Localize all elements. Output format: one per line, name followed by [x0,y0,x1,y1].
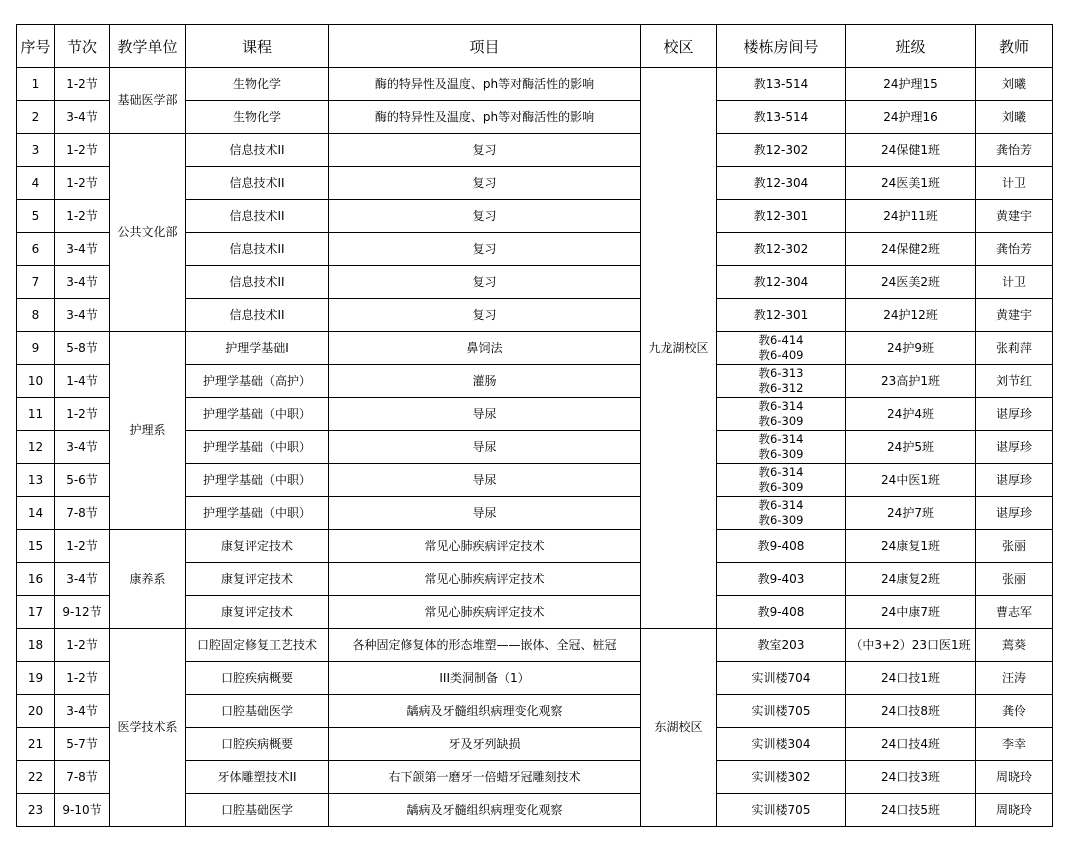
room-cell: 实训楼304 [717,728,846,761]
teacher-cell: 龚伶 [976,695,1053,728]
project-cell: 复习 [329,266,641,299]
period-cell: 3-4节 [55,299,110,332]
table-row [17,530,1053,563]
room-cell: 教12-304 [717,266,846,299]
row-number: 4 [17,167,55,200]
room-cell: 实训楼705 [717,695,846,728]
room-cell: 实训楼705 [717,794,846,827]
period-cell: 1-2节 [55,134,110,167]
row-number: 20 [17,695,55,728]
header-row [17,25,1053,68]
teacher-cell: 汪涛 [976,662,1053,695]
class-cell: 24中医1班 [846,464,976,497]
teacher-cell: 黄建宇 [976,299,1053,332]
class-cell: 24护4班 [846,398,976,431]
course-cell: 口腔疾病概要 [186,662,329,695]
teacher-cell: 张丽 [976,563,1053,596]
class-cell: 24护理16 [846,101,976,134]
period-cell: 1-4节 [55,365,110,398]
class-cell: 24口技4班 [846,728,976,761]
course-cell: 口腔疾病概要 [186,728,329,761]
class-cell: 24口技3班 [846,761,976,794]
table-row [17,134,1053,167]
row-number: 6 [17,233,55,266]
header-cell: 教学单位 [110,25,186,68]
course-cell: 康复评定技术 [186,596,329,629]
table-row [17,68,1053,101]
class-cell: 24康复1班 [846,530,976,563]
row-number: 11 [17,398,55,431]
period-cell: 1-2节 [55,398,110,431]
row-number: 21 [17,728,55,761]
course-cell: 信息技术II [186,200,329,233]
row-number: 23 [17,794,55,827]
teacher-cell: 张丽 [976,530,1053,563]
teacher-cell: 李幸 [976,728,1053,761]
project-cell: 常见心肺疾病评定技术 [329,596,641,629]
period-cell: 1-2节 [55,68,110,101]
row-number: 12 [17,431,55,464]
row-number: 13 [17,464,55,497]
row-number: 9 [17,332,55,365]
teacher-cell: 龚怡芳 [976,233,1053,266]
teacher-cell: 谌厚珍 [976,431,1053,464]
project-cell: 导尿 [329,431,641,464]
period-cell: 1-2节 [55,629,110,662]
class-cell: 24康复2班 [846,563,976,596]
period-cell: 1-2节 [55,662,110,695]
period-cell: 3-4节 [55,266,110,299]
room-number: 教6-312 [758,381,804,395]
row-number: 18 [17,629,55,662]
class-cell: （中3+2）23口医1班 [846,629,976,662]
header-cell: 序号 [17,25,55,68]
project-cell: 右下颌第一磨牙一倍蜡牙冠雕刻技术 [329,761,641,794]
class-cell: 24护11班 [846,200,976,233]
row-number: 16 [17,563,55,596]
period-cell: 1-2节 [55,530,110,563]
period-cell: 3-4节 [55,431,110,464]
unit-cell: 医学技术系 [110,629,186,827]
teacher-cell: 曹志军 [976,596,1053,629]
room-cell [717,497,846,530]
period-cell: 9-10节 [55,794,110,827]
project-cell: 鼻饲法 [329,332,641,365]
header-cell: 教师 [976,25,1053,68]
period-cell: 9-12节 [55,596,110,629]
course-cell: 口腔固定修复工艺技术 [186,629,329,662]
room-cell: 实训楼704 [717,662,846,695]
teacher-cell: 谌厚珍 [976,497,1053,530]
room-number: 教6-314 [758,498,804,512]
room-number: 教6-314 [758,465,804,479]
project-cell: 常见心肺疾病评定技术 [329,530,641,563]
project-cell: III类洞制备（1） [329,662,641,695]
room-number: 教6-409 [758,348,804,362]
room-cell: 教12-301 [717,299,846,332]
class-cell: 24护7班 [846,497,976,530]
period-cell: 7-8节 [55,497,110,530]
table-row [17,629,1053,662]
room-cell [717,398,846,431]
row-number: 14 [17,497,55,530]
project-cell: 复习 [329,167,641,200]
unit-cell: 康养系 [110,530,186,629]
project-cell: 各种固定修复体的形态堆塑——嵌体、全冠、桩冠 [329,629,641,662]
period-cell: 3-4节 [55,233,110,266]
unit-cell: 基础医学部 [110,68,186,134]
course-cell: 康复评定技术 [186,530,329,563]
class-cell: 24口技8班 [846,695,976,728]
teacher-cell: 黄建宇 [976,200,1053,233]
teacher-cell: 刘曦 [976,68,1053,101]
teacher-cell: 计卫 [976,266,1053,299]
teacher-cell: 周晓玲 [976,794,1053,827]
period-cell: 3-4节 [55,695,110,728]
room-cell: 教12-302 [717,233,846,266]
room-number: 教6-313 [758,366,804,380]
row-number: 1 [17,68,55,101]
project-cell: 复习 [329,200,641,233]
project-cell: 酶的特异性及温度、ph等对酶活性的影响 [329,68,641,101]
course-cell: 护理学基础（中职） [186,497,329,530]
row-number: 5 [17,200,55,233]
project-cell: 复习 [329,299,641,332]
room-number: 教6-309 [758,414,804,428]
course-cell: 护理学基础（中职） [186,464,329,497]
class-cell: 23高护1班 [846,365,976,398]
period-cell: 5-7节 [55,728,110,761]
course-cell: 生物化学 [186,101,329,134]
class-cell: 24护12班 [846,299,976,332]
teacher-cell: 龚怡芳 [976,134,1053,167]
room-cell: 教12-301 [717,200,846,233]
course-cell: 口腔基础医学 [186,695,329,728]
room-cell [717,431,846,464]
room-cell: 教12-302 [717,134,846,167]
header-cell: 楼栋房间号 [717,25,846,68]
row-number: 17 [17,596,55,629]
course-cell: 信息技术II [186,233,329,266]
room-cell [717,464,846,497]
class-cell: 24保健2班 [846,233,976,266]
course-cell: 信息技术II [186,299,329,332]
header-cell: 课程 [186,25,329,68]
room-number: 教6-309 [758,447,804,461]
project-cell: 导尿 [329,398,641,431]
room-cell: 教13-514 [717,68,846,101]
course-cell: 信息技术II [186,167,329,200]
unit-cell: 护理系 [110,332,186,530]
course-cell: 信息技术II [186,266,329,299]
project-cell: 复习 [329,134,641,167]
class-cell: 24口技5班 [846,794,976,827]
project-cell: 酶的特异性及温度、ph等对酶活性的影响 [329,101,641,134]
row-number: 2 [17,101,55,134]
class-cell: 24护9班 [846,332,976,365]
course-cell: 康复评定技术 [186,563,329,596]
row-number: 3 [17,134,55,167]
course-cell: 护理学基础（高护） [186,365,329,398]
project-cell: 复习 [329,233,641,266]
room-cell: 实训楼302 [717,761,846,794]
course-cell: 护理学基础（中职） [186,398,329,431]
row-number: 22 [17,761,55,794]
room-cell: 教室203 [717,629,846,662]
table-row [17,332,1053,365]
row-number: 10 [17,365,55,398]
course-cell: 牙体雕塑技术II [186,761,329,794]
class-cell: 24中康7班 [846,596,976,629]
header-cell: 节次 [55,25,110,68]
room-number: 教6-314 [758,432,804,446]
course-cell: 口腔基础医学 [186,794,329,827]
project-cell: 牙及牙列缺损 [329,728,641,761]
class-cell: 24护5班 [846,431,976,464]
course-cell: 护理学基础（中职） [186,431,329,464]
course-cell: 生物化学 [186,68,329,101]
row-number: 15 [17,530,55,563]
project-cell: 导尿 [329,464,641,497]
room-number: 教6-314 [758,399,804,413]
course-cell: 护理学基础I [186,332,329,365]
course-cell: 信息技术II [186,134,329,167]
teacher-cell: 蔫葵 [976,629,1053,662]
class-cell: 24医美1班 [846,167,976,200]
teacher-cell: 张莉萍 [976,332,1053,365]
period-cell: 1-2节 [55,167,110,200]
period-cell: 3-4节 [55,101,110,134]
project-cell: 龋病及牙髓组织病理变化观察 [329,794,641,827]
schedule-body [17,68,1053,827]
header-cell: 校区 [641,25,717,68]
campus-cell: 东湖校区 [641,629,717,827]
room-cell: 教9-408 [717,596,846,629]
room-cell: 教9-403 [717,563,846,596]
period-cell: 5-6节 [55,464,110,497]
class-cell: 24医美2班 [846,266,976,299]
room-number: 教6-309 [758,513,804,527]
room-cell: 教12-304 [717,167,846,200]
project-cell: 导尿 [329,497,641,530]
row-number: 7 [17,266,55,299]
header-cell: 项目 [329,25,641,68]
period-cell: 1-2节 [55,200,110,233]
period-cell: 3-4节 [55,563,110,596]
room-number: 教6-309 [758,480,804,494]
header-cell: 班级 [846,25,976,68]
room-cell [717,332,846,365]
campus-cell: 九龙湖校区 [641,68,717,629]
room-number: 教6-414 [758,333,804,347]
project-cell: 灌肠 [329,365,641,398]
schedule-table [16,24,1053,827]
class-cell: 24保健1班 [846,134,976,167]
teacher-cell: 谌厚珍 [976,398,1053,431]
row-number: 8 [17,299,55,332]
teacher-cell: 刘曦 [976,101,1053,134]
row-number: 19 [17,662,55,695]
teacher-cell: 谌厚珍 [976,464,1053,497]
room-cell: 教13-514 [717,101,846,134]
teacher-cell: 刘节红 [976,365,1053,398]
project-cell: 常见心肺疾病评定技术 [329,563,641,596]
teacher-cell: 周晓玲 [976,761,1053,794]
project-cell: 龋病及牙髓组织病理变化观察 [329,695,641,728]
period-cell: 7-8节 [55,761,110,794]
room-cell: 教9-408 [717,530,846,563]
class-cell: 24护理15 [846,68,976,101]
teacher-cell: 计卫 [976,167,1053,200]
unit-cell: 公共文化部 [110,134,186,332]
class-cell: 24口技1班 [846,662,976,695]
period-cell: 5-8节 [55,332,110,365]
room-cell [717,365,846,398]
